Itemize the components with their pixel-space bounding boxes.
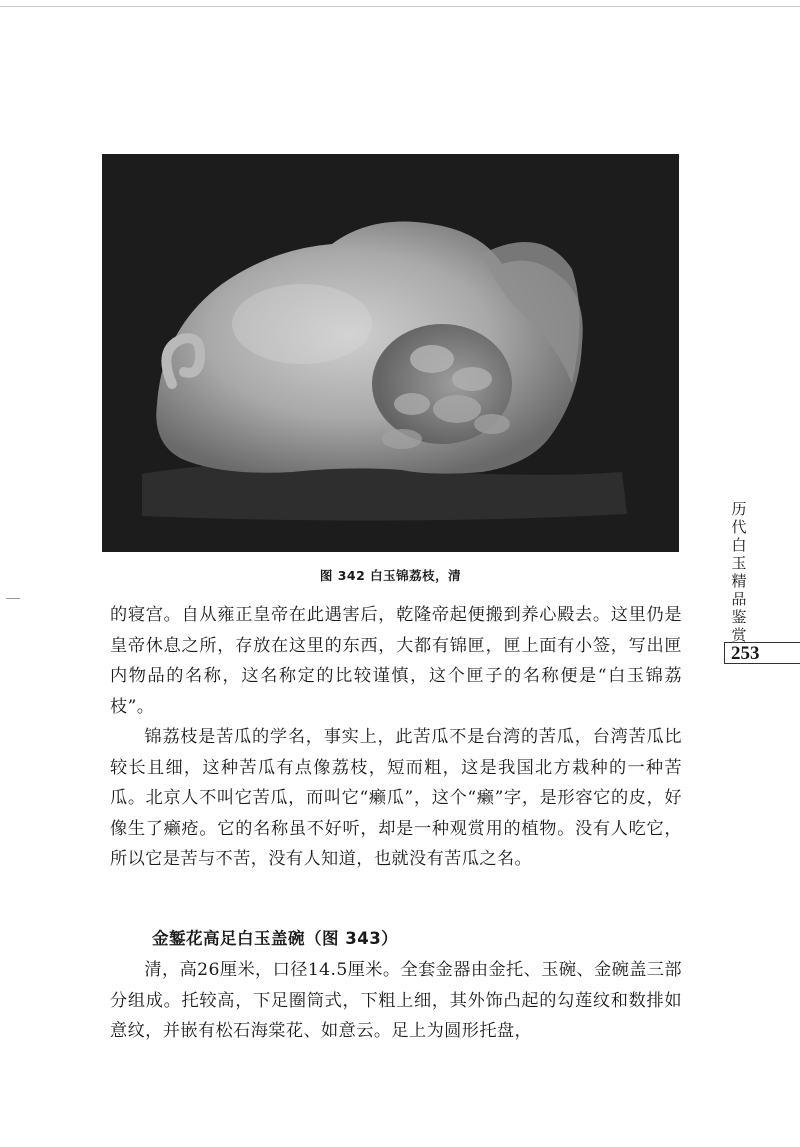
body-paragraph — [110, 600, 682, 722]
side-title-char: 品 — [731, 590, 747, 608]
margin-mark — [6, 598, 20, 599]
side-title-char: 白 — [731, 536, 747, 554]
side-title-char: 代 — [731, 518, 747, 536]
paragraph-text: 锦荔枝是苦瓜的学名，事实上，此苦瓜不是台湾的苦瓜，台湾苦瓜比较长且细，这种苦瓜有点像荔枝，短而粗，这是我国北方栽种的一种苦瓜。北京人不叫它苦瓜，而叫它“癞瓜”，这个“癞”字，是形容它的皮，好像生了癞疮。它的名称虽不好听，却是一种观赏用的植物。没有人吃它，所以它是苦与不苦，没有人知道，也就没有苦瓜之名。 — [110, 727, 682, 869]
body-paragraph — [110, 722, 682, 875]
page-number: 253 — [724, 642, 800, 664]
side-title-char: 赏 — [731, 626, 747, 644]
figure-photo — [102, 154, 679, 552]
top-rule — [0, 6, 800, 7]
figure-caption: 图 342 白玉锦荔枝，清 — [319, 568, 462, 583]
side-title-char: 玉 — [731, 554, 747, 572]
jade-carving-image — [102, 154, 679, 552]
side-title-char: 精 — [731, 572, 747, 590]
section-heading: 金錾花高足白玉盖碗（图 343） — [152, 929, 399, 948]
paragraph-text: 清，高26厘米，口径14.5厘米。全套金器由金托、玉碗、金碗盖三部分组成。托较高，下足圈筒式，下粗上细，其外饰凸起的勾莲纹和数排如意纹，并嵌有松石海棠花、如意云。足上为圆形托盘， — [110, 960, 682, 1041]
body-paragraph — [110, 955, 682, 1047]
paragraph-text: 的寝宫。自从雍正皇帝在此遇害后，乾隆帝起便搬到养心殿去。这里仍是皇帝休息之所，存放在这里的东西，大都有锦匣，匣上面有小签，写出匣内物品的名称，这名称定的比较谨慎，这个匣子的名称便是“白玉锦荔枝”。 — [110, 605, 682, 717]
running-title-vertical — [730, 500, 748, 644]
side-title-char: 鉴 — [731, 608, 747, 626]
side-title-char: 历 — [731, 500, 747, 518]
